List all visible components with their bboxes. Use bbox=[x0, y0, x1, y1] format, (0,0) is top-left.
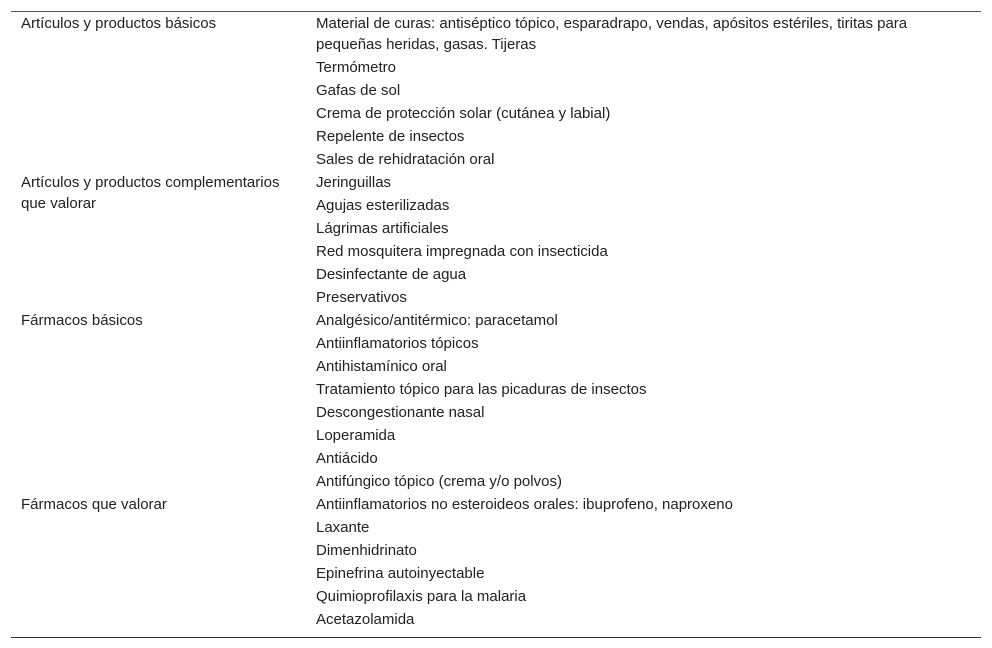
list-item: Desinfectante de agua bbox=[316, 266, 467, 283]
items-cell bbox=[307, 309, 981, 493]
table-group bbox=[11, 493, 981, 631]
category-cell: Fármacos que valorar bbox=[21, 496, 167, 513]
list-item: Material de curas: antiséptico tópico, esparadrapo, vendas, apósitos estériles, tiritas para pequeñas heridas, gasas. Tijeras bbox=[316, 15, 908, 53]
list-item: Agujas esterilizadas bbox=[316, 197, 450, 214]
list-item: Lágrimas artificiales bbox=[316, 220, 449, 237]
list-item: Gafas de sol bbox=[316, 82, 401, 99]
category-cell: Fármacos básicos bbox=[21, 312, 143, 329]
table-group bbox=[11, 12, 981, 171]
list-item: Antihistamínico oral bbox=[316, 358, 447, 375]
list-item: Laxante bbox=[316, 519, 370, 536]
table-group bbox=[11, 309, 981, 493]
list-item: Quimioprofilaxis para la malaria bbox=[316, 588, 527, 605]
list-item: Analgésico/antitérmico: paracetamol bbox=[316, 312, 558, 329]
list-item: Antiácido bbox=[316, 450, 378, 467]
list-item: Red mosquitera impregnada con insecticida bbox=[316, 243, 608, 260]
list-item: Acetazolamida bbox=[316, 611, 415, 628]
list-item: Antifúngico tópico (crema y/o polvos) bbox=[316, 473, 562, 490]
list-item: Antiinflamatorios tópicos bbox=[316, 335, 479, 352]
items-cell bbox=[307, 493, 981, 631]
list-item: Preservativos bbox=[316, 289, 407, 306]
list-item: Termómetro bbox=[316, 59, 397, 76]
list-item: Loperamida bbox=[316, 427, 396, 444]
category-cell: Artículos y productos básicos bbox=[21, 15, 217, 32]
list-item: Sales de rehidratación oral bbox=[316, 151, 495, 168]
table-group bbox=[11, 171, 981, 309]
items-cell bbox=[307, 12, 981, 171]
list-item: Epinefrina autoinyectable bbox=[316, 565, 485, 582]
category-cell: Artículos y productos complementarios que valorar bbox=[21, 174, 280, 212]
list-item: Descongestionante nasal bbox=[316, 404, 485, 421]
list-item: Jeringuillas bbox=[316, 174, 392, 191]
list-item: Crema de protección solar (cutánea y labial) bbox=[316, 105, 611, 122]
list-item: Dimenhidrinato bbox=[316, 542, 417, 559]
list-item: Repelente de insectos bbox=[316, 128, 465, 145]
list-item: Tratamiento tópico para las picaduras de insectos bbox=[316, 381, 647, 398]
travel-kit-table bbox=[11, 11, 981, 638]
items-cell bbox=[307, 171, 981, 309]
list-item: Antiinflamatorios no esteroideos orales: ibuprofeno, naproxeno bbox=[316, 496, 733, 513]
